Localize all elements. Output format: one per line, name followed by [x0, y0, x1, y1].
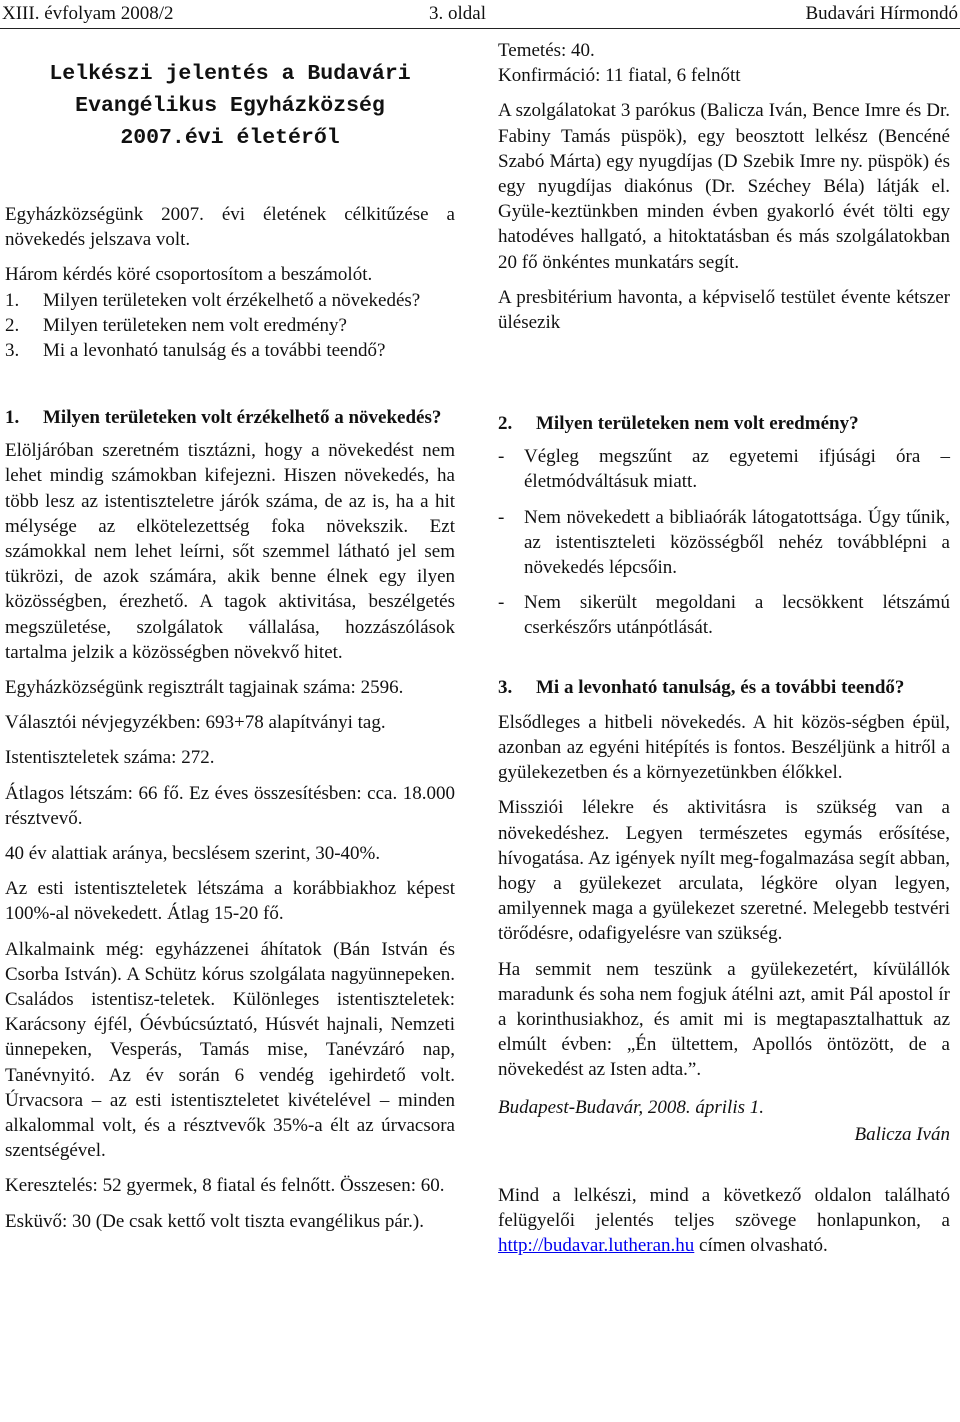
- note-text-before: Mind a lelkészi, mind a következő oldalon található felügyelői jelentés teljes szövege honlapunkon, a: [498, 1185, 950, 1232]
- list-item: - Nem növekedett a bibliaórák látogatottsága. Úgy tűnik, az istentiszteleti közösségből nehéz továbblépni a növekedés lépcsőin.: [498, 505, 950, 581]
- right-column-body: [498, 411, 950, 1259]
- question-number: 1.: [5, 289, 20, 311]
- questions-intro: Három kérdés köré csoportosítom a beszámolót.: [5, 264, 373, 286]
- stat-funerals: Temetés: 40.: [498, 40, 595, 61]
- list-item: - Nem sikerült megoldani a lecsökkent létszámú cserkészőrs utánpótlását.: [498, 590, 950, 640]
- stat-baptisms: Keresztelés: 52 gyermek, 8 fiatal és felnőtt. Összesen: 60.: [5, 1175, 445, 1197]
- stat-voters: Választói névjegyzékben: 693+78 alapítványi tag.: [5, 712, 386, 734]
- stat-under-40: 40 év alattiak aránya, becslésem szerint, 30-40%.: [5, 843, 381, 865]
- intro-paragraph: Egyházközségünk 2007. évi életének célkitűzése a növekedés jelszava volt.: [5, 204, 455, 251]
- title-line-3: 2007.évi életéről: [120, 126, 340, 150]
- section1-paragraph: Elöljáróban szeretném tisztázni, hogy a növekedést nem lehet mindig számokban kifejezni. Hiszen növekedés, ha több lesz az istentiszteletre járók száma, de az is, ha a hit mélysége az elkötelezettség foka növekszik. Ezt számokkal nem lehet leírni, sőt szemmel látható jel sem tükrözi, de azok számára, akik benne élnek egy ilyen közösségben, érezhető. A tagok aktivitása, beszélgetés megszületése, szolgálatok vállalása, hozzászólások tartalma jelzik a közösségben növekvő hitet.: [5, 440, 455, 663]
- header-rule: [0, 28, 960, 29]
- stat-confirmation: Konfirmáció: 11 fiatal, 6 felnőtt: [498, 65, 741, 87]
- section2-title: Milyen területeken nem volt eredmény?: [536, 413, 859, 434]
- header-volume: XIII. évfolyam 2008/2: [2, 3, 174, 24]
- question-item: [5, 313, 455, 338]
- question-text: Milyen területeken volt érzékelhető a növekedés?: [43, 289, 421, 311]
- presbytery-paragraph: A presbitérium havonta, a képviselő testület évente kétszer ülésezik: [498, 286, 950, 334]
- section1-heading: [5, 405, 455, 430]
- title-line-2: Evangélikus Egyházközség: [75, 94, 385, 118]
- stat-occasions: Alkalmaink még: egyházzenei áhítatok (Bán István és Csorba István). A Schütz kórus szolgálata nagyünnepeken. Családos istentisz-teletek. Különleges istentiszteletek: Karácsony éjfél, Óévbúcsúztató, Húsvét hajnali, Nemzeti ünnepeken, Vesperás, Tamás mise, Tanévzáró nap, Tanévnyitó. Az év során 6 vendég igehirdető volt. Úrvacsora – az esti istentiszteletet kivételével – minden alkalommal volt, és a résztvevők 35%-a élt az úrvacsora szentségével.: [5, 938, 455, 1162]
- question-number: 3.: [5, 340, 20, 362]
- note-text-after: címen olvasható.: [699, 1235, 828, 1257]
- bullet-text: Végleg megszűnt az egyetemi ifjúsági óra – életmódváltásuk miatt.: [524, 446, 950, 493]
- section3-paragraph-2: Missziói lélekre és aktivitásra is szükség van a növekedéshez. Legyen természetes egymás erősítése, hívogatása. Az igények nyílt meg-fogalmazása segít abban, hogy a gyülekezet arculata, légköre olyan legyen, amilyennek maga a gyülekezet szeretné. Melegebb testvéri törődésre, odafigyelésre van szükség.: [498, 797, 950, 945]
- left-column-top: [5, 58, 455, 363]
- section3-heading: [498, 675, 950, 700]
- website-note: [498, 1183, 950, 1259]
- question-item: [5, 338, 455, 363]
- article-title: [5, 58, 455, 154]
- bullet-text: Nem sikerült megoldani a lecsökkent létszámú cserkészőrs utánpótlását.: [524, 592, 950, 639]
- section3-number: 3.: [498, 676, 513, 698]
- stat-weddings: Esküvő: 30 (De csak kettő volt tiszta evangélikus pár.).: [5, 1210, 424, 1232]
- header-page: 3. oldal: [429, 3, 486, 24]
- stat-evening-services: Az esti istentiszteletek létszáma a korábbiakhoz képest 100%-al növekedett. Átlag 15-20 fő.: [5, 878, 455, 925]
- title-line-1: Lelkészi jelentés a Budavári: [49, 62, 411, 86]
- header-publication: Budavári Hírmondó: [805, 3, 958, 24]
- section3-title: Mi a levonható tanulság, és a további teendő?: [536, 676, 905, 698]
- signoff-place-date: Budapest-Budavár, 2008. április 1.: [498, 1096, 764, 1118]
- section1-number: 1.: [5, 407, 20, 428]
- question-text: Mi a levonható tanulság és a további teendő?: [43, 340, 386, 362]
- section1-title: Milyen területeken volt érzékelhető a növekedés?: [43, 407, 442, 428]
- question-item: [5, 288, 455, 313]
- right-column-top: [498, 38, 950, 335]
- signoff-author: Balicza Iván: [854, 1123, 950, 1145]
- list-item: - Végleg megszűnt az egyetemi ifjúsági óra – életmódváltásuk miatt.: [498, 444, 950, 494]
- question-text: Milyen területeken nem volt eredmény?: [43, 314, 347, 336]
- section2-heading: [498, 411, 950, 436]
- section3-paragraph-3: Ha semmit nem teszünk a gyülekezetért, kívülállók maradunk és soha nem fogjuk átélni azt, amit Pál apostol ír a korinthusiakhoz, és amit mi is megtapasztalhattuk az elmúlt évben: „Én ültettem, Apollós öntözött, de a növekedést az Isten adta.”.: [498, 958, 950, 1081]
- section2-number: 2.: [498, 413, 513, 434]
- staff-paragraph: A szolgálatokat 3 parókus (Balicza Iván, Bence Imre és Dr. Fabiny Tamás püspök), egy beosztott lelkész (Bencéné Szabó Márta) egy nyugdíjas (D Szebik Imre ny. püspök) és egy nyugdíjas diakónus (Dr. Széchey Béla) látják el. Gyüle-keztünkben minden évben gyakorló évét tölti egy hatodéves hallgató, a hitoktatásban és más szolgálatokban 20 fő önkéntes munkatárs segít.: [498, 100, 950, 273]
- section3-paragraph-1: Elsődleges a hitbeli növekedés. A hit közös-ségben épül, azonban az egyéni hitépítés is fontos. Beszéljünk a hitről a gyülekezetben és a környezetünkben élőkkel.: [498, 711, 950, 784]
- stat-services: Istentiszteletek száma: 272.: [5, 747, 215, 769]
- stat-members: Egyházközségünk regisztrált tagjainak száma: 2596.: [5, 677, 404, 699]
- stat-attendance: Átlagos létszám: 66 fő. Ez éves összesítésben: cca. 18.000 résztvevő.: [5, 782, 455, 829]
- bullet-text: Nem növekedett a bibliaórák látogatottsága. Úgy tűnik, az istentiszteleti közösségből nehéz továbblépni a növekedés lépcsőin.: [524, 506, 950, 579]
- left-column-body: [5, 405, 455, 1234]
- website-link[interactable]: http://budavar.lutheran.hu: [498, 1235, 695, 1257]
- question-number: 2.: [5, 314, 20, 336]
